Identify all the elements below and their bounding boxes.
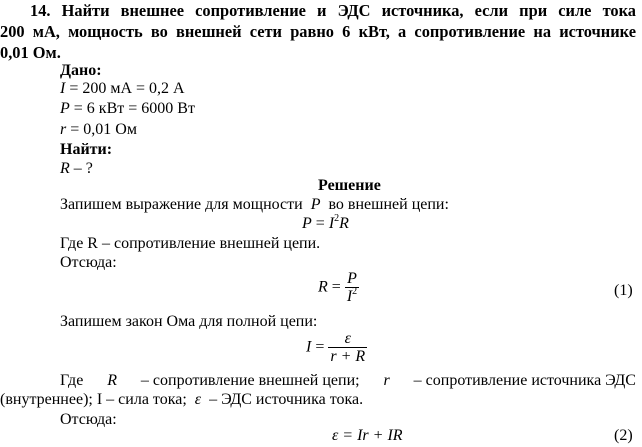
p5-var-r: r	[383, 372, 390, 389]
given-value-resistance: = 0,01 Ом	[66, 121, 137, 138]
eq3-numerator: ε	[344, 330, 351, 347]
solution-paragraph-4: Запишем закон Ома для полной цепи:	[60, 313, 318, 330]
p5-where: Где	[60, 372, 84, 389]
equation-resistance	[318, 270, 359, 305]
p5-var-R: R	[107, 372, 117, 389]
solution-paragraph-1	[60, 196, 449, 214]
given-var-current: I	[60, 80, 66, 97]
p5-R-desc: – сопротивление внешней цепи;	[140, 372, 360, 389]
eq2-numerator: P	[347, 270, 357, 287]
p1-after: во внешней цепи:	[328, 196, 449, 213]
given-value-current: = 200 мА = 0,2 А	[65, 80, 185, 97]
given-var-resistance: r	[60, 121, 67, 138]
eq1-equals: =	[311, 215, 329, 232]
problem-line-3: 0,01 Ом.	[0, 43, 61, 62]
equation-number-1: (1)	[614, 282, 633, 299]
p5-line-1	[60, 372, 636, 390]
eq2-equals: =	[327, 278, 345, 296]
eq2-lhs: R	[318, 278, 328, 296]
problem-statement	[0, 0, 636, 63]
eq1-rhs-tail: R	[339, 215, 349, 232]
p5-line2-b: – ЭДС источника тока.	[209, 391, 364, 408]
p5-r-desc: – сопротивление источника ЭДС	[413, 372, 636, 389]
eq3-denominator: r + R	[330, 348, 366, 365]
solution-header: Решение	[318, 177, 381, 194]
eq1-rhs-base: I	[328, 215, 335, 232]
find-var: R	[60, 160, 70, 177]
given-value-power: = 6 кВт = 6000 Вт	[69, 100, 195, 117]
find-header: Найти:	[60, 141, 113, 158]
problem-line-1	[0, 0, 636, 21]
problem-line-2: 200 мА, мощность во внешней сети равно 6 кВт, а сопротивление на источнике	[0, 22, 636, 41]
solution-paragraph-6: Отсюда:	[60, 411, 117, 428]
p1-before: Запишем выражение для мощности	[60, 196, 303, 213]
find-item	[60, 160, 93, 178]
p5-line-2	[0, 391, 363, 409]
eq2-den-base: I	[346, 288, 353, 305]
given-item-resistance	[60, 121, 137, 139]
eq2-denominator	[345, 287, 359, 305]
eq3-fraction	[328, 330, 367, 365]
solution-paragraph-5	[60, 372, 636, 390]
given-var-power: P	[60, 100, 70, 117]
eq1-lhs: P	[302, 215, 312, 232]
p5-epsilon: ε	[194, 391, 202, 408]
problem-line-1-text: Найти внешнее сопротивление и ЭДС источника, если при силе тока	[61, 1, 636, 20]
eq1-exponent: 2	[334, 213, 340, 224]
p1-var: P	[310, 196, 321, 213]
equation-ohm	[306, 330, 367, 365]
given-header: Дано:	[60, 62, 102, 79]
given-item-current	[60, 80, 185, 98]
find-rest: – ?	[69, 160, 93, 177]
eq2-den-exponent: 2	[352, 286, 358, 297]
solution-paragraph-2: Где R – сопротивление внешней цепи.	[60, 235, 321, 252]
eq3-equals: =	[311, 338, 329, 356]
problem-number: 14.	[30, 1, 51, 20]
eq2-fraction	[345, 270, 359, 305]
given-item-power	[60, 100, 195, 118]
equation-power	[302, 215, 349, 233]
solution-paragraph-3: Отсюда:	[60, 254, 117, 271]
equation-emf: ε = Ir + IR	[332, 427, 403, 444]
eq3-lhs: I	[306, 338, 312, 356]
p5-line2-a: (внутреннее); I – сила тока;	[0, 391, 187, 408]
equation-number-2: (2)	[614, 427, 633, 444]
